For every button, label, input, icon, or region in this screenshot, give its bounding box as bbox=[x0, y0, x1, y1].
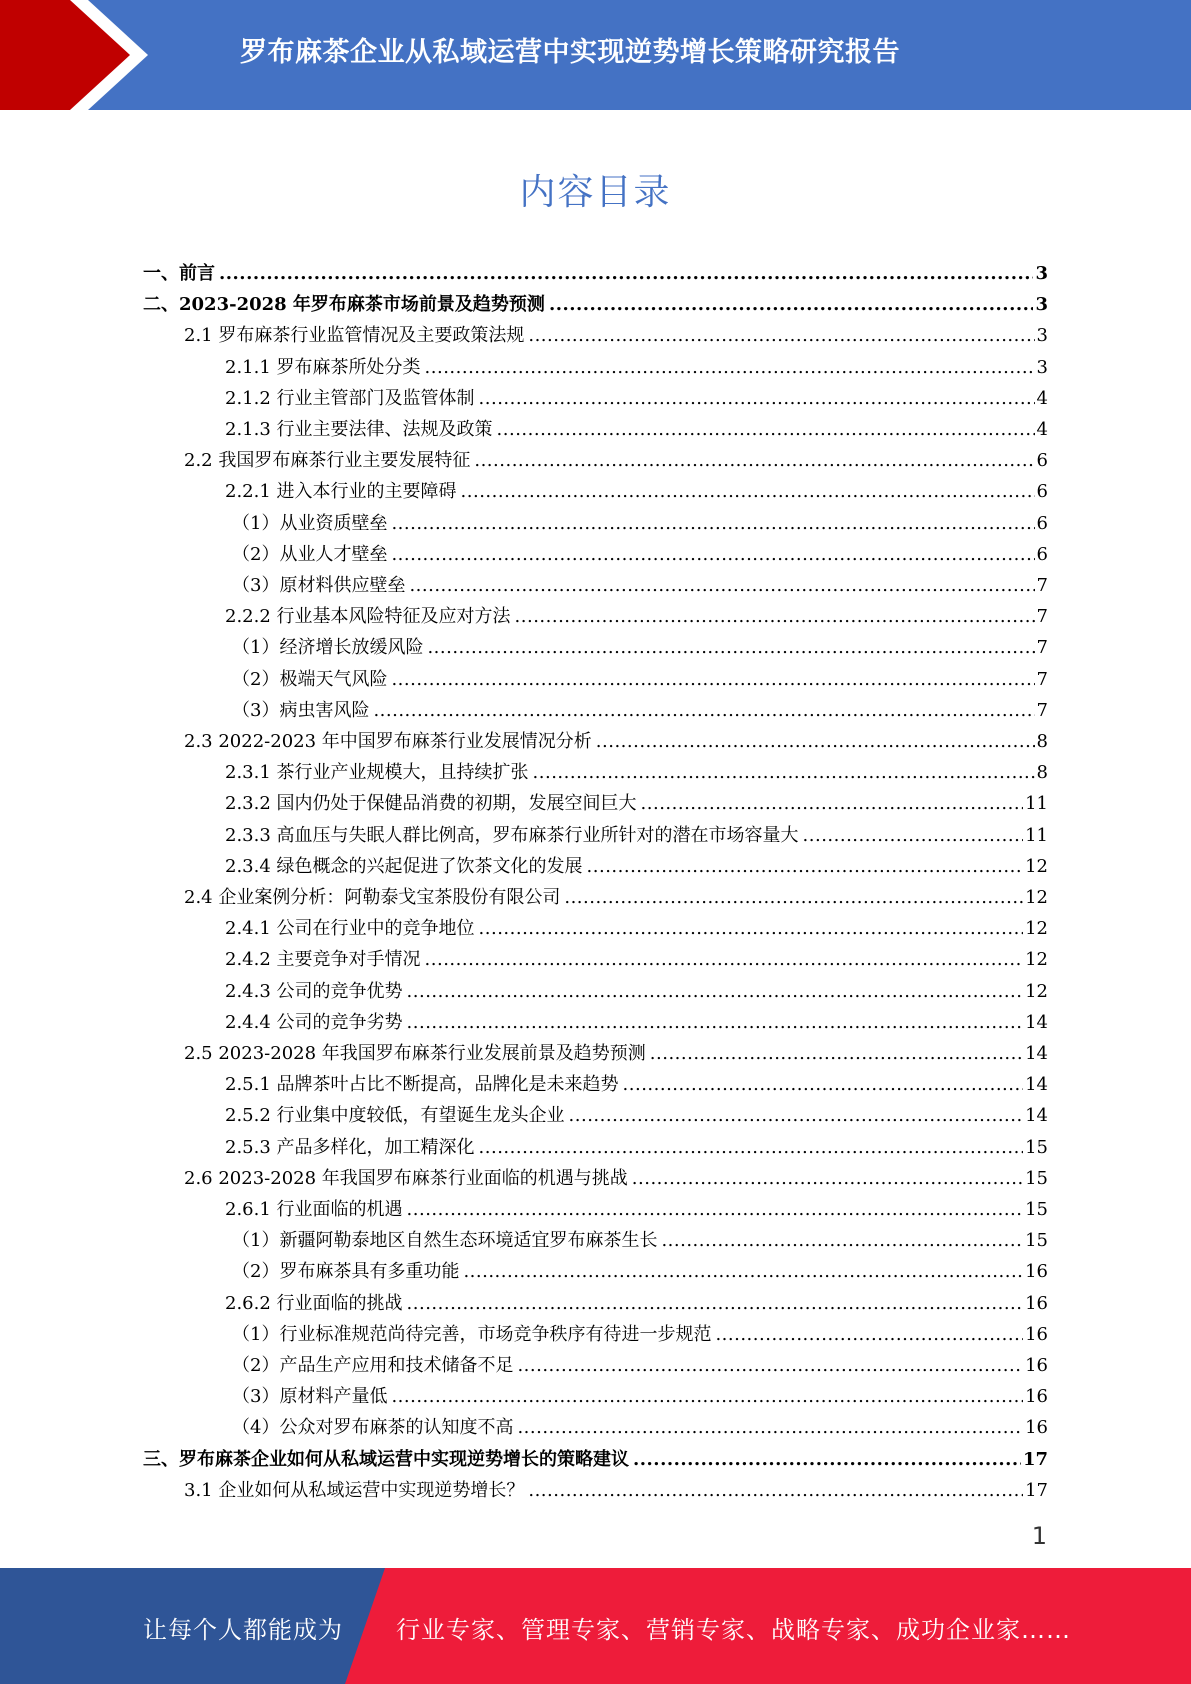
toc-dot-leader bbox=[461, 481, 1035, 503]
toc-entry-label: 2.2.2 行业基本风险特征及应对方法 bbox=[225, 606, 515, 628]
toc-dot-leader bbox=[661, 1230, 1023, 1252]
toc-entry-label: 2.3.3 高血压与失眠人群比例高，罗布麻茶行业所针对的潜在市场容量大 bbox=[225, 825, 803, 847]
toc-dot-leader bbox=[391, 1386, 1023, 1408]
toc-entry[interactable] bbox=[225, 1003, 1048, 1034]
footer-banner bbox=[0, 1568, 1191, 1684]
toc-entry-page: 6 bbox=[1036, 450, 1048, 472]
toc-entry[interactable] bbox=[184, 1159, 1048, 1190]
toc-entry[interactable] bbox=[225, 348, 1048, 379]
toc-dot-leader bbox=[596, 731, 1035, 753]
toc-dot-leader bbox=[549, 294, 1034, 316]
toc-entry-page: 17 bbox=[1025, 1479, 1048, 1501]
toc-entry[interactable] bbox=[225, 753, 1048, 784]
toc-entry-label: 2.6.2 行业面临的挑战 bbox=[225, 1293, 407, 1315]
toc-entry-page: 12 bbox=[1025, 949, 1048, 971]
toc-entry-page: 16 bbox=[1025, 1417, 1048, 1439]
toc-entry[interactable] bbox=[232, 1377, 1048, 1408]
toc-entry[interactable] bbox=[225, 472, 1048, 503]
toc-entry[interactable] bbox=[232, 1252, 1048, 1283]
toc-entry-label: 2.4.3 公司的竞争优势 bbox=[225, 981, 407, 1003]
toc-dot-leader bbox=[632, 1168, 1023, 1190]
toc-entry-page: 7 bbox=[1036, 699, 1048, 721]
toc-entry-label: 2.5 2023-2028 年我国罗布麻茶行业发展前景及趋势预测 bbox=[184, 1043, 650, 1065]
toc-dot-leader bbox=[517, 1355, 1023, 1377]
toc-entry[interactable] bbox=[225, 410, 1048, 441]
toc-entry[interactable] bbox=[232, 691, 1048, 722]
toc-dot-leader bbox=[564, 887, 1023, 909]
toc-dot-leader bbox=[641, 793, 1024, 815]
toc-dot-leader bbox=[391, 513, 1034, 535]
toc-entry-label: 2.6 2023-2028 年我国罗布麻茶行业面临的机遇与挑战 bbox=[184, 1168, 632, 1190]
toc-entry-label: 2.3.4 绿色概念的兴起促进了饮茶文化的发展 bbox=[225, 856, 587, 878]
toc-entry-label: （3）原材料供应壁垒 bbox=[232, 575, 409, 597]
toc-entry-label: 一、前言 bbox=[143, 263, 219, 285]
toc-dot-leader bbox=[463, 1261, 1023, 1283]
toc-entry-label: 2.1 罗布麻茶行业监管情况及主要政策法规 bbox=[184, 325, 528, 347]
toc-entry-page: 15 bbox=[1025, 1230, 1048, 1252]
toc-entry[interactable] bbox=[225, 379, 1048, 410]
toc-entry-label: （4）公众对罗布麻茶的认知度不高 bbox=[232, 1417, 517, 1439]
footer-slogan-left: 让每个人都能成为 bbox=[143, 1616, 343, 1644]
toc-dot-leader bbox=[587, 856, 1024, 878]
toc-entry[interactable] bbox=[143, 254, 1048, 285]
toc-entry-label: 2.3.1 茶行业产业规模大，且持续扩张 bbox=[225, 762, 533, 784]
toc-entry-label: （3）病虫害风险 bbox=[232, 700, 373, 722]
toc-entry-page: 16 bbox=[1025, 1355, 1048, 1376]
toc-entry-label: 2.3.2 国内仍处于保健品消费的初期，发展空间巨大 bbox=[225, 793, 641, 815]
toc-entry[interactable] bbox=[232, 504, 1048, 535]
toc-entry-label: 2.4.4 公司的竞争劣势 bbox=[225, 1012, 407, 1034]
toc-entry-label: 2.5.2 行业集中度较低，有望诞生龙头企业 bbox=[225, 1105, 569, 1127]
toc-dot-leader bbox=[391, 669, 1034, 691]
toc-entry-label: （1）经济增长放缓风险 bbox=[232, 637, 427, 659]
toc-entry[interactable] bbox=[225, 1284, 1048, 1315]
toc-entry-page: 16 bbox=[1025, 1292, 1048, 1314]
toc-entry[interactable] bbox=[225, 847, 1048, 878]
toc-entry-page: 14 bbox=[1025, 1105, 1048, 1127]
header-banner bbox=[0, 0, 1191, 110]
toc-entry[interactable] bbox=[184, 316, 1048, 347]
toc-dot-leader bbox=[633, 1449, 1021, 1471]
toc-entry-page: 12 bbox=[1025, 887, 1048, 908]
toc-entry-page: 12 bbox=[1025, 855, 1048, 877]
toc-entry[interactable] bbox=[225, 784, 1048, 815]
toc-entry[interactable] bbox=[184, 878, 1048, 909]
toc-entry[interactable] bbox=[225, 1065, 1048, 1096]
toc-entry-label: 2.6.1 行业面临的机遇 bbox=[225, 1199, 407, 1221]
toc-entry[interactable] bbox=[232, 566, 1048, 597]
toc-entry-page: 16 bbox=[1025, 1323, 1048, 1345]
footer-slogan-right: 行业专家、管理专家、营销专家、战略专家、成功企业家…… bbox=[396, 1616, 1071, 1644]
toc-entry[interactable] bbox=[184, 722, 1048, 753]
toc-entry-page: 6 bbox=[1036, 512, 1048, 534]
toc-entry-page: 15 bbox=[1025, 1167, 1048, 1189]
toc-entry[interactable] bbox=[232, 660, 1048, 691]
toc-entry[interactable] bbox=[232, 1221, 1048, 1252]
toc-entry-label: 2.1.3 行业主要法律、法规及政策 bbox=[225, 419, 497, 441]
toc-dot-leader bbox=[479, 918, 1024, 940]
toc-entry-page: 7 bbox=[1036, 606, 1048, 628]
report-title: 罗布麻茶企业从私域运营中实现逆势增长策略研究报告 bbox=[240, 37, 900, 68]
toc-entry-label: 2.2 我国罗布麻茶行业主要发展特征 bbox=[184, 450, 474, 472]
toc-entry-page: 11 bbox=[1025, 793, 1048, 815]
toc-dot-leader bbox=[479, 388, 1035, 410]
toc-entry-label: （2）从业人才壁垒 bbox=[232, 544, 391, 566]
toc-entry[interactable] bbox=[232, 1408, 1048, 1439]
toc-dot-leader bbox=[528, 1480, 1023, 1502]
toc-entry-label: （2）产品生产应用和技术储备不足 bbox=[232, 1355, 517, 1377]
toc-entry-label: （1）行业标准规范尚待完善，市场竞争秩序有待进一步规范 bbox=[232, 1324, 715, 1346]
toc-dot-leader bbox=[650, 1043, 1023, 1065]
toc-entry[interactable] bbox=[225, 940, 1048, 971]
toc-entry-page: 3 bbox=[1035, 263, 1048, 284]
toc-entry-label: 2.3 2022-2023 年中国罗布麻茶行业发展情况分析 bbox=[184, 731, 596, 753]
toc-dot-leader bbox=[407, 1012, 1024, 1034]
toc-dot-leader bbox=[407, 1199, 1024, 1221]
toc-dot-leader bbox=[715, 1324, 1023, 1346]
toc-entry-label: 2.1.2 行业主管部门及监管体制 bbox=[225, 388, 479, 410]
toc-entry[interactable] bbox=[184, 1034, 1048, 1065]
toc-entry-page: 15 bbox=[1025, 1136, 1048, 1158]
toc-dot-leader bbox=[623, 1074, 1024, 1096]
toc-dot-leader bbox=[803, 825, 1024, 847]
toc-entry-page: 16 bbox=[1025, 1261, 1048, 1283]
toc-entry[interactable] bbox=[232, 628, 1048, 659]
toc-dot-leader bbox=[373, 700, 1034, 722]
toc-entry-page: 7 bbox=[1036, 668, 1048, 690]
toc-entry-page: 12 bbox=[1025, 980, 1048, 1002]
toc-entry-page: 3 bbox=[1036, 325, 1048, 347]
toc-entry[interactable] bbox=[225, 972, 1048, 1003]
toc-dot-leader bbox=[497, 419, 1035, 441]
toc-entry-page: 3 bbox=[1036, 356, 1048, 378]
toc-dot-leader bbox=[569, 1105, 1024, 1127]
toc-dot-leader bbox=[528, 325, 1034, 347]
toc-entry[interactable] bbox=[184, 441, 1048, 472]
toc-entry-page: 15 bbox=[1025, 1199, 1048, 1220]
toc-dot-leader bbox=[219, 263, 1033, 285]
toc-entry-label: （3）原材料产量低 bbox=[232, 1386, 391, 1408]
toc-dot-leader bbox=[425, 357, 1035, 379]
toc-entry-label: 二、2023-2028 年罗布麻茶市场前景及趋势预测 bbox=[143, 294, 549, 316]
toc-entry-label: （1）新疆阿勒泰地区自然生态环境适宜罗布麻茶生长 bbox=[232, 1230, 661, 1252]
toc-entry-label: （1）从业资质壁垒 bbox=[232, 513, 391, 535]
toc-entry-label: 2.4.2 主要竞争对手情况 bbox=[225, 949, 425, 971]
toc-entry-label: 2.5.1 品牌茶叶占比不断提高，品牌化是未来趋势 bbox=[225, 1074, 623, 1096]
toc-dot-leader bbox=[391, 544, 1034, 566]
toc-entry[interactable] bbox=[143, 285, 1048, 316]
toc-entry-label: 2.4.1 公司在行业中的竞争地位 bbox=[225, 918, 479, 940]
toc-entry-page: 14 bbox=[1025, 1043, 1048, 1064]
toc-entry-page: 14 bbox=[1025, 1074, 1048, 1096]
toc-entry-page: 14 bbox=[1025, 1011, 1048, 1033]
toc-dot-leader bbox=[407, 981, 1024, 1003]
toc-entry-label: （2）极端天气风险 bbox=[232, 669, 391, 691]
toc-entry[interactable] bbox=[232, 1346, 1048, 1377]
toc-entry-label: 2.1.1 罗布麻茶所处分类 bbox=[225, 357, 425, 379]
toc-entry-page: 17 bbox=[1022, 1448, 1048, 1470]
toc-entry-page: 8 bbox=[1036, 762, 1048, 784]
toc-entry[interactable] bbox=[225, 909, 1048, 940]
toc-entry-label: 3.1 企业如何从私域运营中实现逆势增长？ bbox=[184, 1480, 528, 1502]
toc-entry-page: 6 bbox=[1036, 481, 1048, 503]
toc-entry-page: 7 bbox=[1036, 575, 1048, 596]
toc-dot-leader bbox=[409, 575, 1034, 597]
toc-entry[interactable] bbox=[143, 1440, 1048, 1471]
toc-entry[interactable] bbox=[232, 535, 1048, 566]
toc-entry-label: 三、罗布麻茶企业如何从私域运营中实现逆势增长的策略建议 bbox=[143, 1449, 633, 1471]
toc-dot-leader bbox=[425, 949, 1024, 971]
header-arrow-graphic bbox=[0, 0, 160, 110]
toc-entry-page: 11 bbox=[1025, 824, 1048, 846]
toc-entry[interactable] bbox=[225, 597, 1048, 628]
toc-entry[interactable] bbox=[232, 1315, 1048, 1346]
toc-entry[interactable] bbox=[184, 1471, 1048, 1502]
toc-dot-leader bbox=[479, 1137, 1024, 1159]
toc-dot-leader bbox=[427, 637, 1034, 659]
toc-entry-label: （2）罗布麻茶具有多重功能 bbox=[232, 1261, 463, 1283]
toc-entry-page: 4 bbox=[1036, 387, 1048, 409]
toc-entry-page: 4 bbox=[1036, 419, 1048, 440]
toc-entry-page: 3 bbox=[1035, 294, 1048, 316]
toc-dot-leader bbox=[517, 1417, 1023, 1439]
toc-entry-page: 6 bbox=[1036, 543, 1048, 565]
toc-entry-page: 7 bbox=[1036, 637, 1048, 659]
toc-dot-leader bbox=[407, 1293, 1024, 1315]
toc-dot-leader bbox=[474, 450, 1034, 472]
toc-entry[interactable] bbox=[225, 1096, 1048, 1127]
toc-heading: 内容目录 bbox=[519, 172, 672, 213]
toc-entry-label: 2.2.1 进入本行业的主要障碍 bbox=[225, 481, 461, 503]
page-number: 1 bbox=[1031, 1522, 1047, 1550]
toc-entry-page: 8 bbox=[1036, 731, 1048, 752]
toc-entry-page: 12 bbox=[1025, 918, 1048, 940]
toc-entry-label: 2.4 企业案例分析：阿勒泰戈宝茶股份有限公司 bbox=[184, 887, 564, 909]
toc-entry[interactable] bbox=[225, 816, 1048, 847]
toc-entry-label: 2.5.3 产品多样化，加工精深化 bbox=[225, 1137, 479, 1159]
toc-dot-leader bbox=[515, 606, 1035, 628]
toc-entry[interactable] bbox=[225, 1190, 1048, 1221]
toc-dot-leader bbox=[533, 762, 1035, 784]
toc-entry-page: 16 bbox=[1025, 1386, 1048, 1408]
toc-entry[interactable] bbox=[225, 1128, 1048, 1159]
